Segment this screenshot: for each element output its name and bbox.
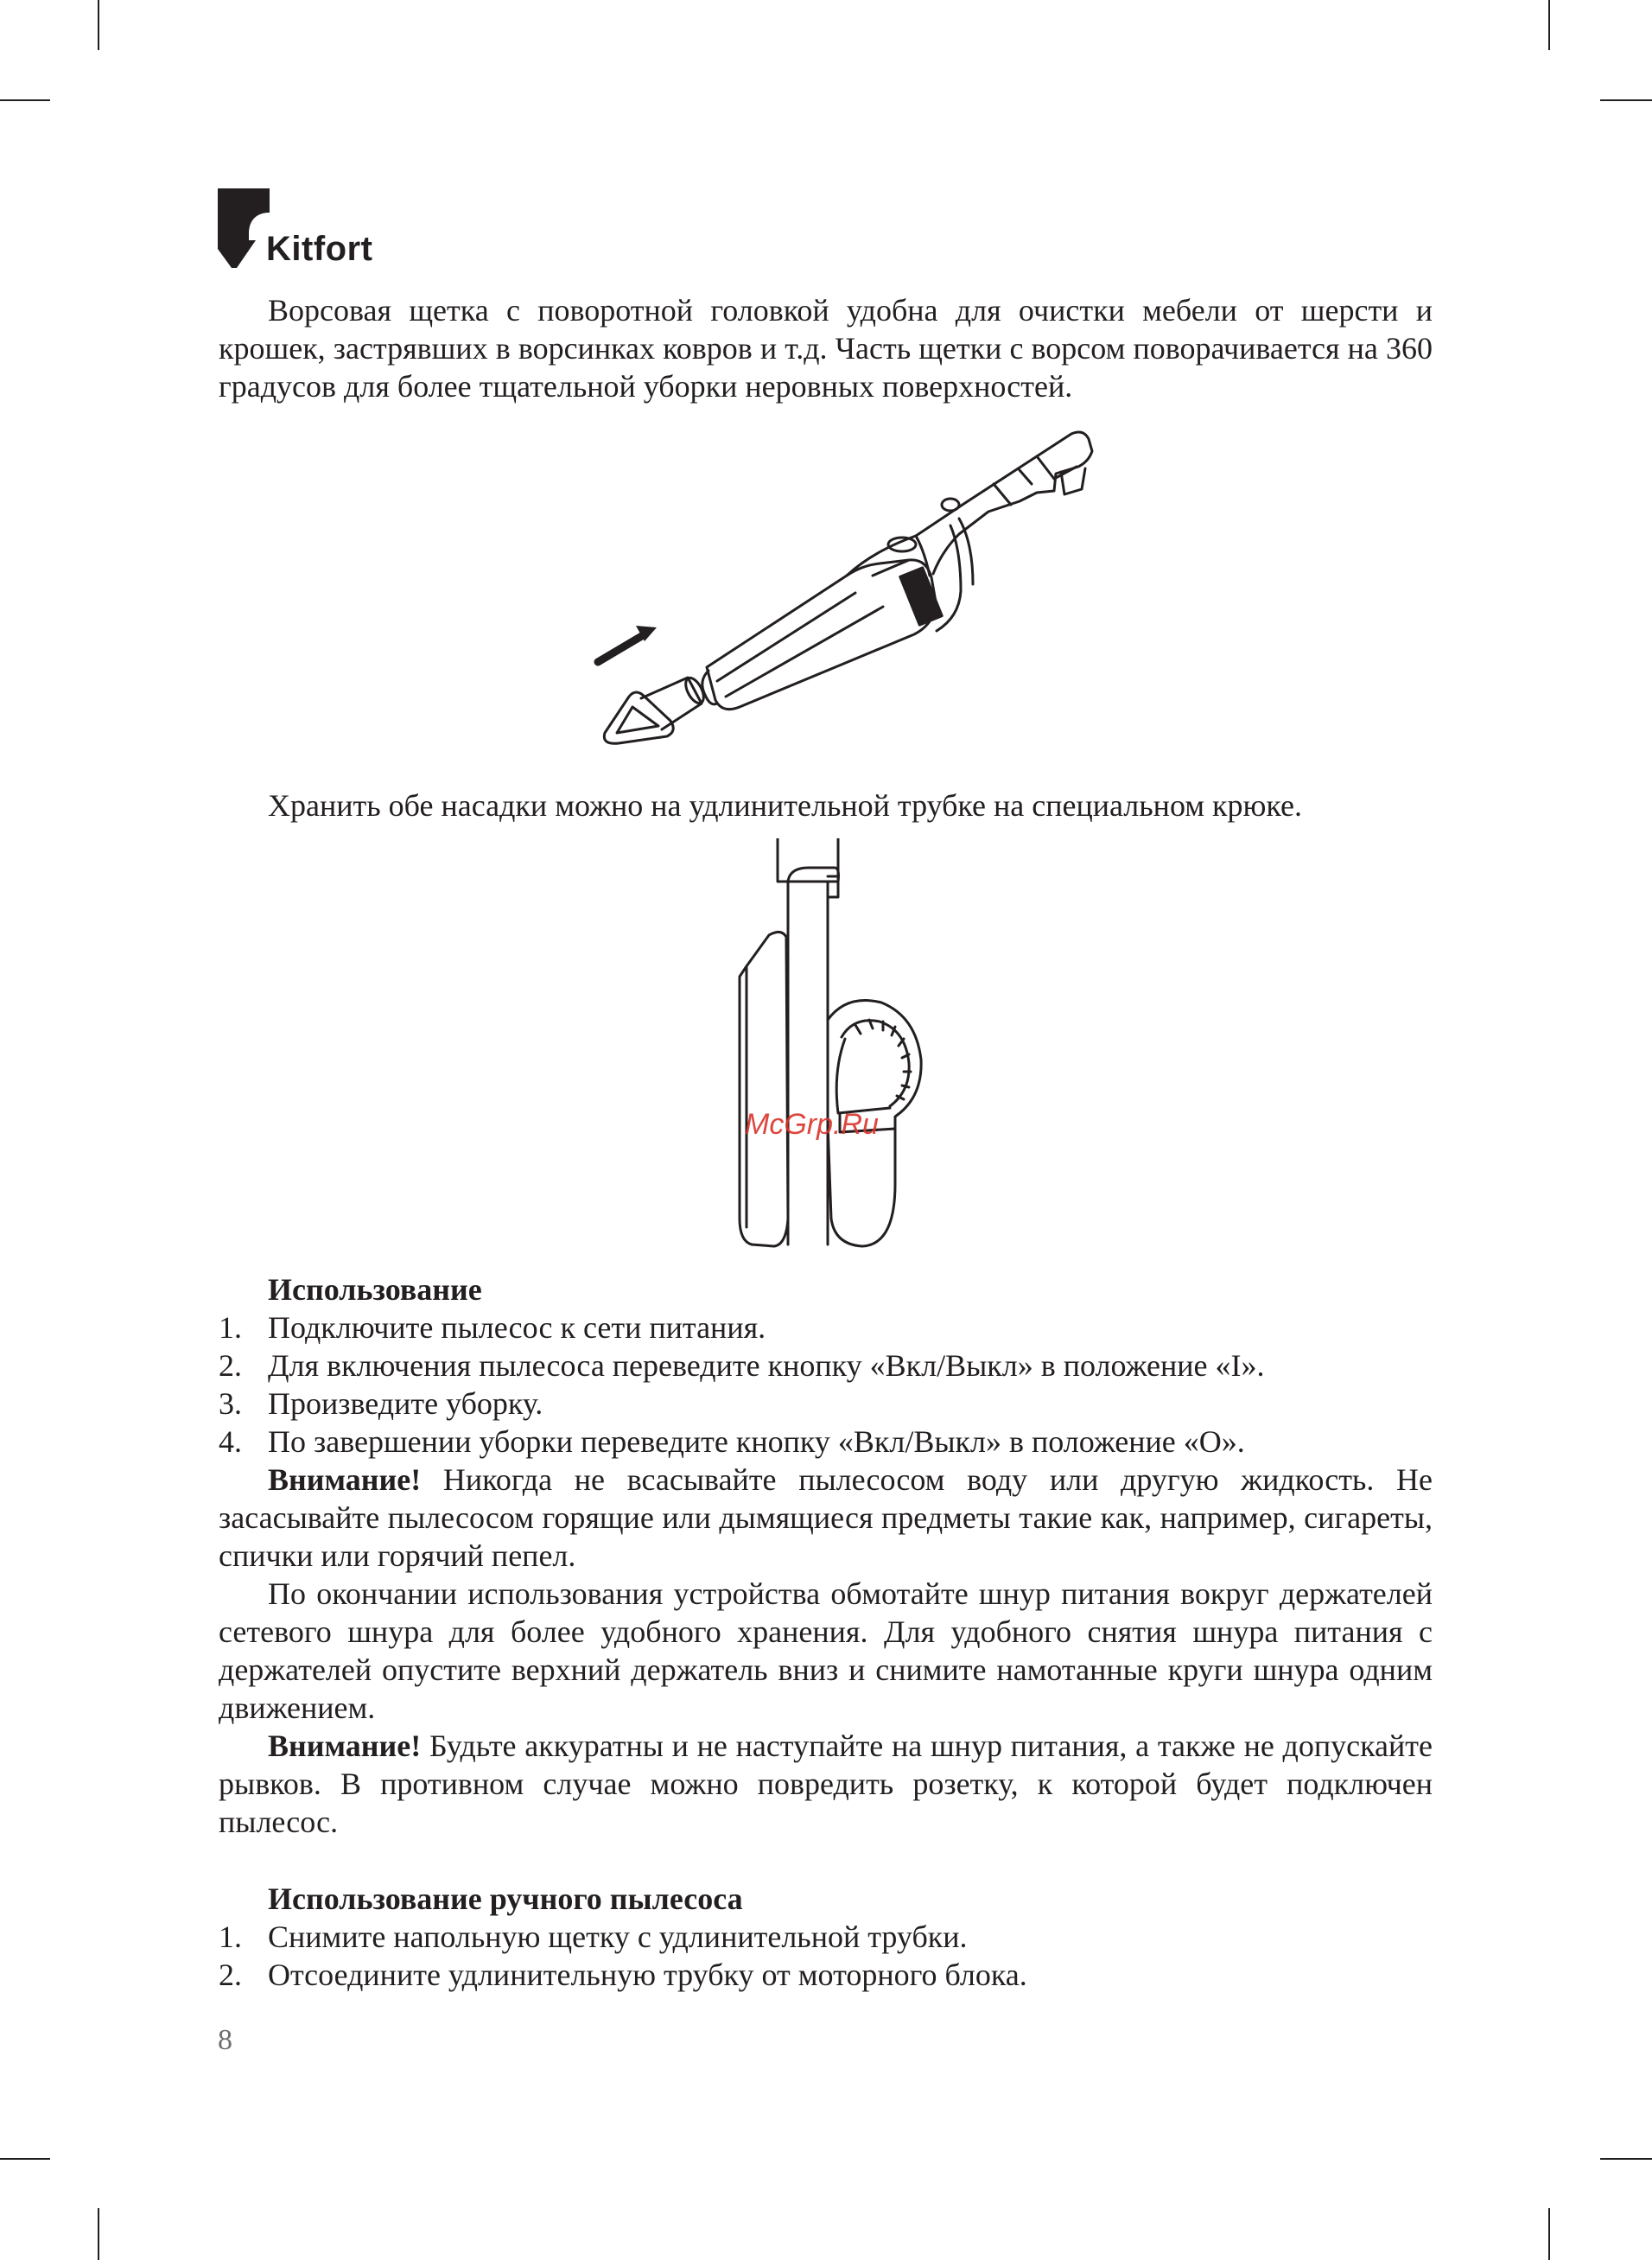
storage-block [219, 786, 1433, 824]
list-item-text: По завершении уборки переведите кнопку «Вкл/Выкл» в положение «O». [268, 1424, 1245, 1459]
crop-mark [1548, 0, 1550, 50]
insert-arrow-icon [598, 626, 657, 662]
cord-paragraph: По окончании использования устройства обмотайте шнур питания вокруг держателей сетевого шнура для более удобного хранения. Для удобного снятия шнура питания с держателей опустите верхний держатель вниз и снимите намотанные круги шнура одним движением. [219, 1576, 1433, 1725]
list-item-text: Отсоедините удлинительную трубку от моторного блока. [268, 1958, 1027, 1992]
handheld-section [219, 1880, 1433, 1994]
list-item [219, 1346, 1433, 1385]
kitfort-logo [218, 188, 391, 268]
crevice-nozzle [740, 932, 788, 1246]
intro-block [219, 291, 1433, 405]
nozzle-storage-illustration [726, 838, 968, 1270]
list-item [219, 1423, 1433, 1461]
crop-mark [1548, 2208, 1550, 2260]
warning-paragraph [219, 1461, 1433, 1575]
kitfort-logo-text: Kitfort [266, 230, 373, 268]
list-item-number: 1. [219, 1919, 242, 1954]
crop-mark [98, 0, 99, 50]
handheld-heading: Использование ручного пылесоса [268, 1881, 743, 1916]
list-item-number: 4. [219, 1424, 242, 1459]
warning-text: Будьте аккуратны и не наступайте на шнур питания, а также не допускайте рывков. В противном случае можно повредить розетку, к которой будет подключен пылесос. [219, 1728, 1433, 1839]
list-item-number: 2. [219, 1958, 242, 1992]
vacuum-with-brush-illustration [588, 422, 1106, 767]
list-item-number: 2. [219, 1348, 242, 1383]
warning-label: Внимание! [268, 1728, 422, 1763]
warning-paragraph [219, 1727, 1433, 1841]
list-item [219, 1308, 1433, 1346]
brush-nozzle [604, 675, 707, 743]
usage-heading: Использование [268, 1272, 482, 1307]
intro-paragraph: Ворсовая щетка с поворотной головкой удобна для очистки мебели от шерсти и крошек, застрявших в ворсинках ковров и т.д. Часть щетки с ворсом поворачивается на 360 градусов для более тщательной уборки неровных поверхностей. [219, 293, 1433, 404]
list-item-text: Для включения пылесоса переведите кнопку «Вкл/Выкл» в положение «I». [268, 1348, 1265, 1383]
storage-caption: Хранить обе насадки можно на удлинительной трубке на специальном крюке. [268, 788, 1302, 823]
page-number: 8 [218, 2024, 232, 2056]
list-item-text: Произведите уборку. [268, 1386, 543, 1421]
crop-mark [0, 2158, 50, 2160]
list-item-text: Подключите пылесос к сети питания. [268, 1310, 766, 1345]
list-item-number: 1. [219, 1310, 242, 1345]
list-item-number: 3. [219, 1386, 242, 1421]
kitfort-logo-mark-icon [218, 188, 270, 268]
crop-mark [1600, 2158, 1652, 2160]
crop-mark [1600, 99, 1652, 101]
list-item-text: Снимите напольную щетку с удлинительной трубки. [268, 1919, 968, 1954]
watermark-text: McGrp.Ru [745, 1108, 879, 1141]
list-item [219, 1956, 1433, 1994]
list-item [219, 1918, 1433, 1956]
crop-mark [98, 2208, 99, 2260]
list-item [219, 1385, 1433, 1423]
handheld-vacuum-body [702, 432, 1092, 710]
warning-label: Внимание! [268, 1462, 422, 1497]
usage-section [219, 1270, 1433, 1841]
crop-mark [0, 99, 50, 101]
warning-text: Никогда не всасывайте пылесосом воду или другую жидкость. Не засасывайте пылесосом горящие или дымящиеся предметы такие как, например, сигареты, спички или горячий пепел. [219, 1462, 1433, 1573]
